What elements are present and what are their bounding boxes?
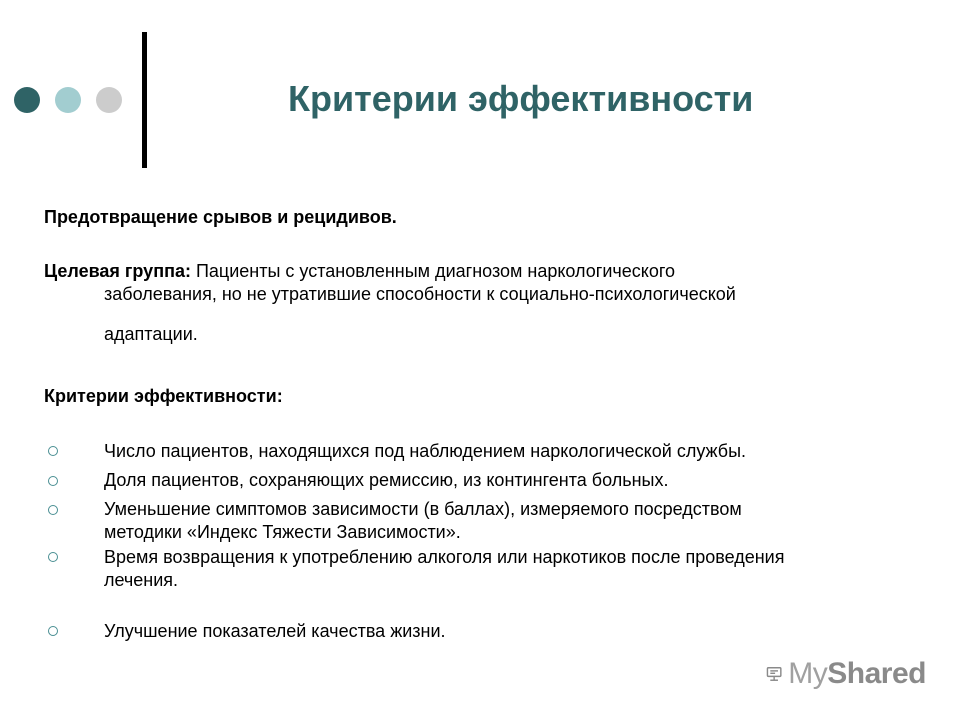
target-group-text-line3: адаптации. (104, 324, 198, 344)
watermark-text: MyShared (788, 657, 926, 690)
slide-title: Критерии эффективности (288, 78, 754, 119)
target-group-text-line1: Пациенты с установленным диагнозом наркологического (190, 261, 676, 281)
decor-dot-gray (96, 87, 122, 113)
target-group-paragraph (44, 260, 844, 306)
heading-prevention: Предотвращение срывов и рецидивов. (44, 207, 397, 227)
list-item (104, 546, 934, 592)
list-item (104, 498, 934, 544)
list-item (104, 620, 934, 643)
list-item-text-cont: лечения. (104, 570, 179, 590)
bullet-marker (48, 476, 58, 486)
list-item-text: Уменьшение симптомов зависимости (в баллах), измеряемого посредством (104, 499, 742, 519)
list-item (104, 469, 934, 492)
target-group-text-line2: заболевания, но не утратившие способности к социально-психологической (104, 284, 736, 304)
title-divider (142, 32, 147, 168)
decor-dot-dark (14, 87, 40, 113)
list-item-text: Число пациентов, находящихся под наблюдением наркологической службы. (104, 441, 747, 461)
criteria-heading: Критерии эффективности: (44, 386, 283, 406)
decor-dot-light (55, 87, 81, 113)
list-item-text-cont: методики «Индекс Тяжести Зависимости». (104, 522, 461, 542)
list-item-text: Время возвращения к употреблению алкоголя или наркотиков после проведения (104, 547, 785, 567)
myshared-watermark (766, 656, 926, 692)
bullet-marker (48, 446, 58, 456)
list-item (104, 440, 934, 463)
target-group-label: Целевая группа: (44, 261, 191, 281)
list-item-text: Доля пациентов, сохраняющих ремиссию, из контингента больных. (104, 470, 669, 490)
bullet-marker (48, 626, 58, 636)
list-item-text: Улучшение показателей качества жизни. (104, 621, 446, 641)
bullet-marker (48, 505, 58, 515)
bullet-marker (48, 552, 58, 562)
presentation-board-icon (766, 658, 782, 690)
